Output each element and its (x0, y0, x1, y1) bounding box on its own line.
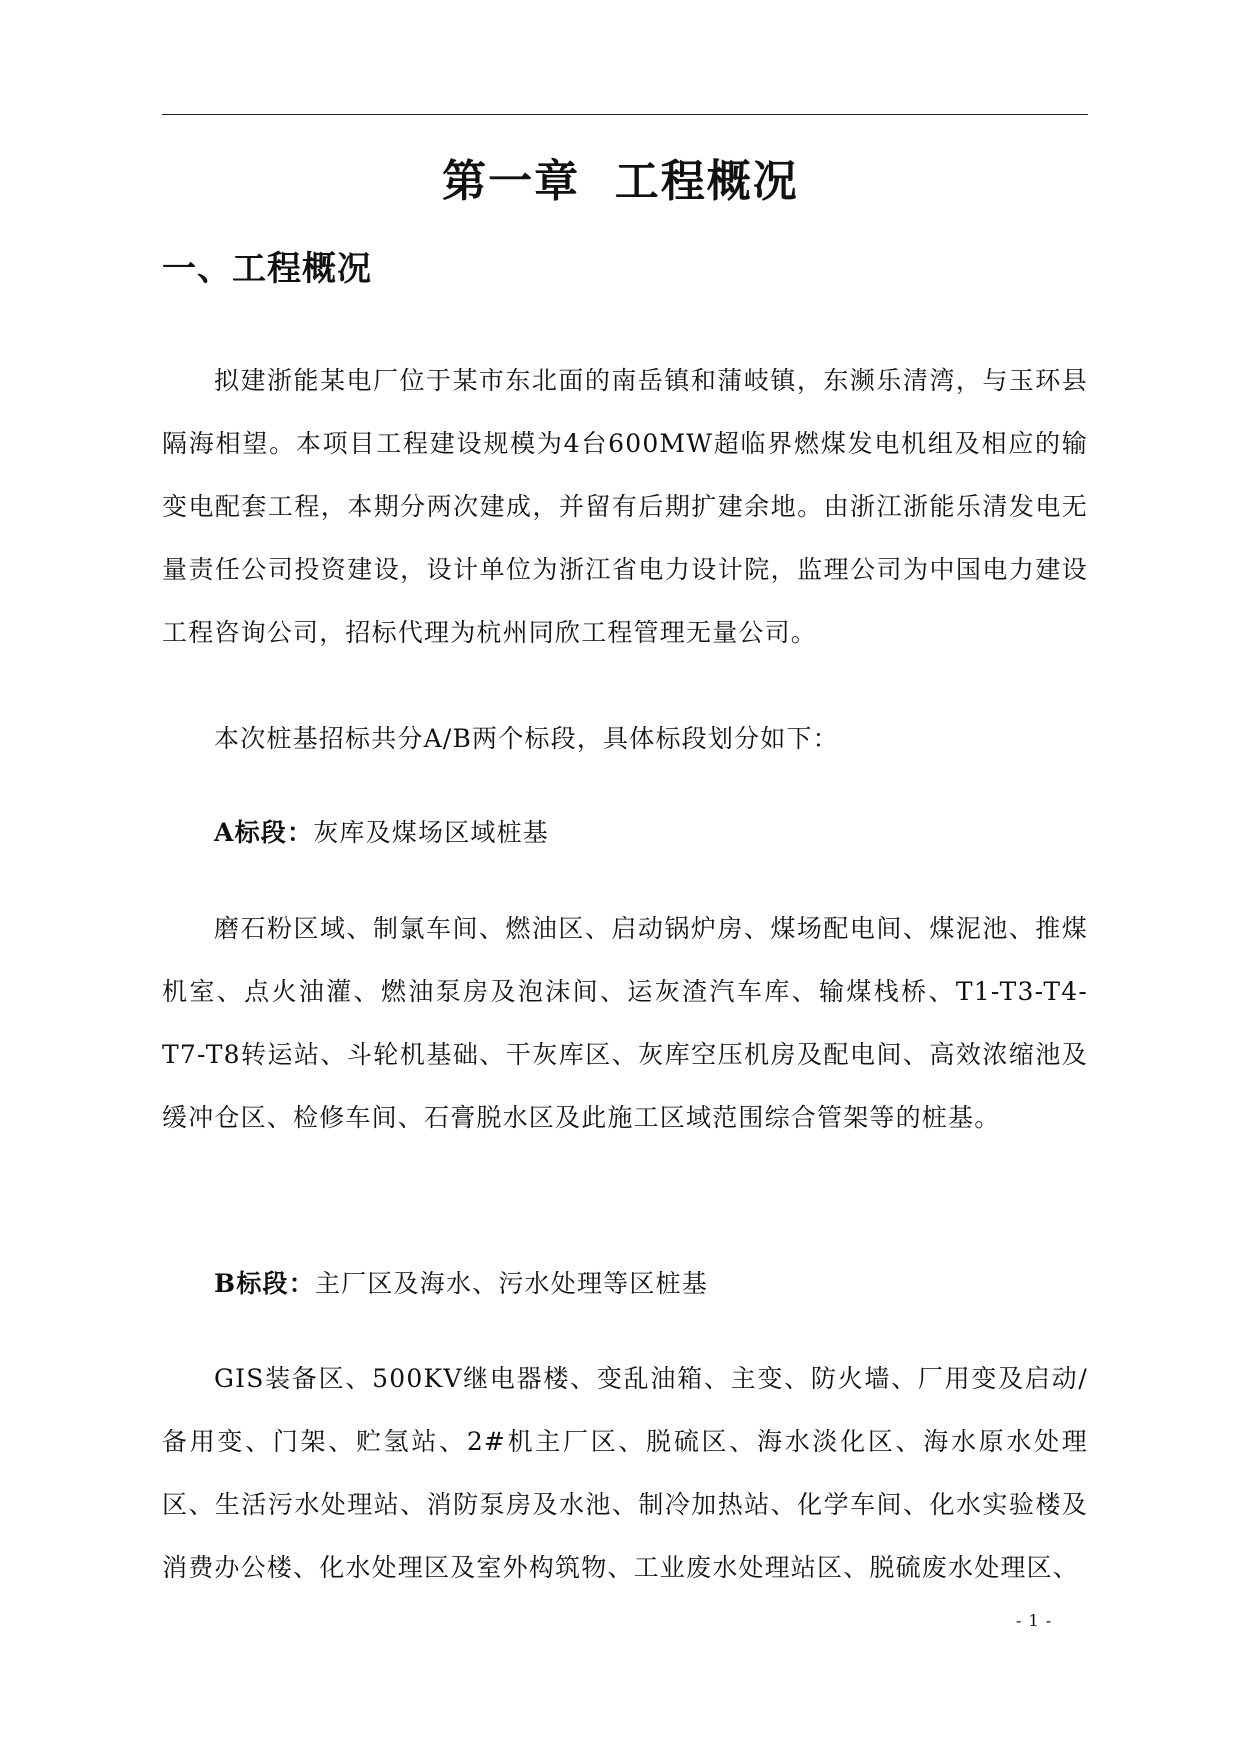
section-a-title: 灰库及煤场区域桩基 (313, 818, 550, 847)
page-number: - 1 - (1016, 1611, 1053, 1630)
section-b-detail: GIS装备区、500KV继电器楼、变乱油箱、主变、防火墙、厂用变及启动/备用变、门架、贮氢站、2#机主厂区、脱硫区、海水淡化区、海水原水处理区、生活污水处理站、消防泵房及水池、制冷加热站、化学车间、化水实验楼及消费办公楼、化水处理区及室外构筑物、工业废水处理站区、脱硫废水处理区、 (162, 1364, 1088, 1582)
section-b-heading (162, 1252, 1088, 1315)
intro-paragraph: 拟建浙能某电厂位于某市东北面的南岳镇和蒲岐镇，东濒乐清湾，与玉环县隔海相望。本项目工程建设规模为4台600MW超临界燃煤发电机组及相应的输变电配套工程，本期分两次建成，并留有后期扩建余地。由浙江浙能乐清发电无量责任公司投资建设，设计单位为浙江省电力设计院，监理公司为中国电力建设工程咨询公司，招标代理为杭州同欣工程管理无量公司。 (162, 366, 1088, 647)
section-a-label: A标段： (214, 818, 314, 847)
section-a-detail: 磨石粉区域、制氯车间、燃油区、启动锅炉房、煤场配电间、煤泥池、推煤机室、点火油灌、燃油泵房及泡沫间、运灰渣汽车库、输煤栈桥、T1-T3-T4-T7-T8转运站、斗轮机基础、干灰库区、灰库空压机房及配电间、高效浓缩池及缓冲仓区、检修车间、石膏脱水区及此施工区域范围综合管架等的桩基。 (162, 914, 1088, 1132)
section-b-title: 主厂区及海水、污水处理等区桩基 (314, 1269, 708, 1298)
chapter-title: 第一章 工程概况 (442, 156, 799, 207)
section-heading: 一、工程概况 (162, 249, 372, 289)
sections-intro-paragraph: 本次桩基招标共分A/B两个标段，具体标段划分如下： (214, 724, 839, 753)
section-b-label: B标段： (214, 1269, 315, 1298)
header-rule (162, 114, 1088, 115)
section-a-heading (162, 801, 1088, 864)
